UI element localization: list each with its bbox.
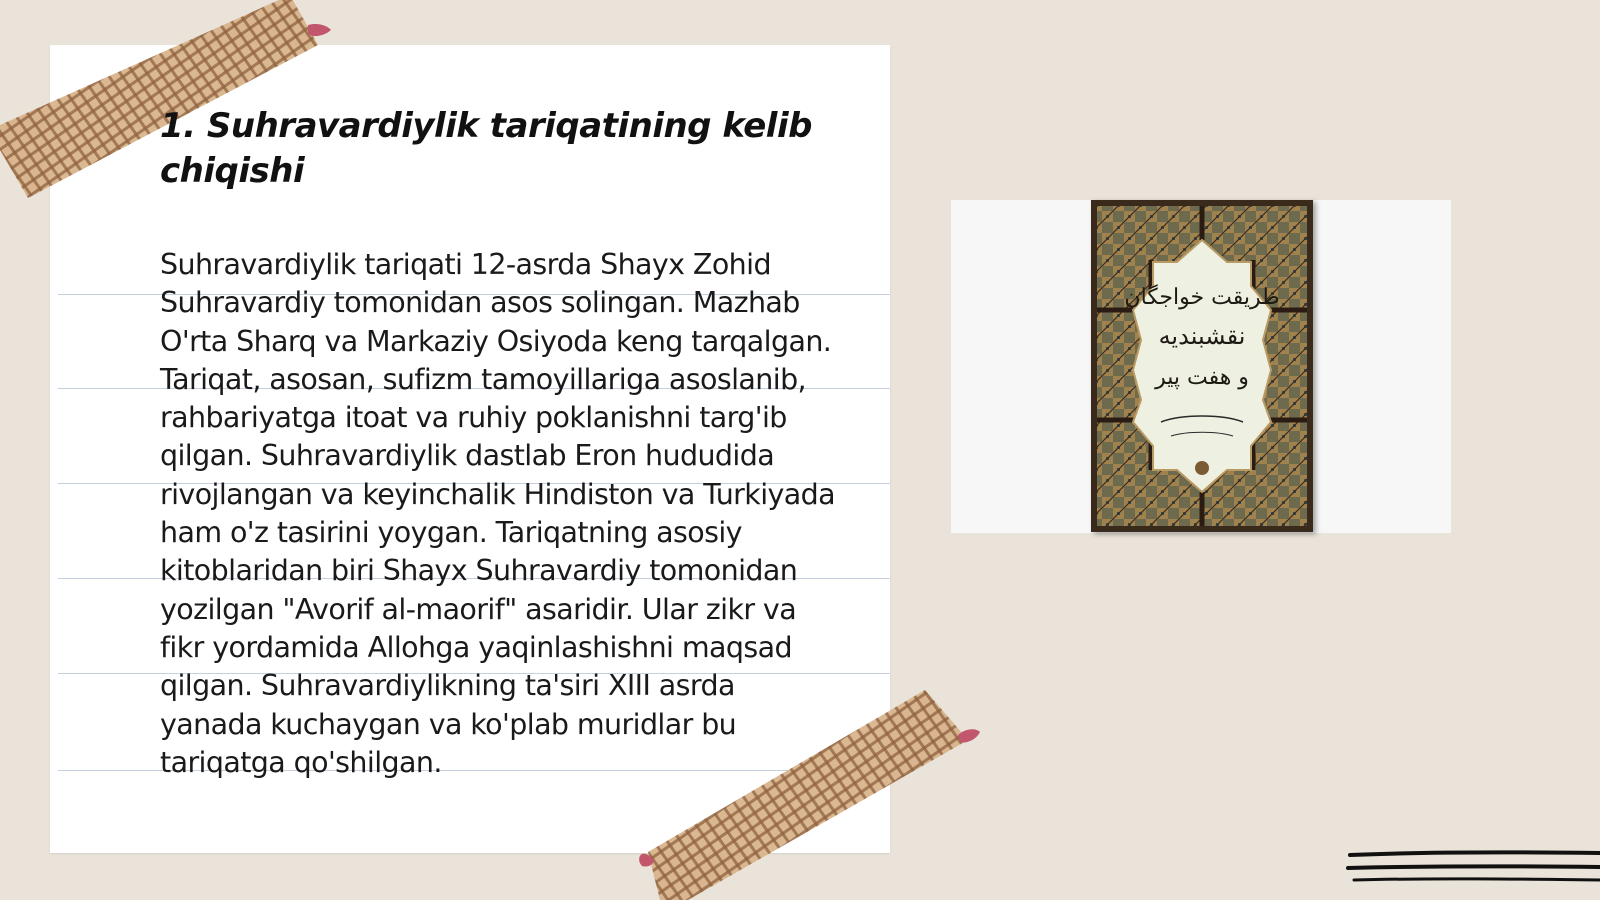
book-title-line-1: طریقت خواجگان — [1124, 285, 1280, 310]
slide-title: 1. Suhravardiylik tariqatining kelib chiqishi — [160, 106, 812, 191]
book-cover-image — [1091, 200, 1313, 532]
book-title-line-3: و هفت پیر — [1155, 365, 1249, 390]
pin-icon — [958, 729, 980, 742]
decorative-brush-lines — [1340, 840, 1600, 900]
slide-body-text: Suhravardiylik tariqati 12-asrda Shayx Zohid Suhravardiy tomonidan asos solingan. Mazhab O'rta Sharq va Markaziy Osiyoda keng tarqalgan. Tariqat, asosan, sufizm tamoyillariga asoslanib, rahbariyatga itoat va ruhiy poklanishni targ'ib qilgan. Suhravardiylik dastlab Eron hududida rivojlangan va keyinchalik Hindiston va Turkiyada ham o'z tasirini yoygan. Tariqatning asosiy kitoblaridan biri Shayx Suhravardiy tomonidan yozilgan "Avorif al-maorif" asaridir. Ular zikr va fikr yordamida Allohga yaqinlashishni maqsad qilgan. Suhravardiylikning ta'siri XIII asrda yanada kuchaygan va ko'plab muridlar bu tariqatga qo'shilgan. — [160, 248, 836, 779]
pin-icon — [308, 24, 331, 36]
book-title-line-2: نقشبندیه — [1158, 322, 1246, 350]
